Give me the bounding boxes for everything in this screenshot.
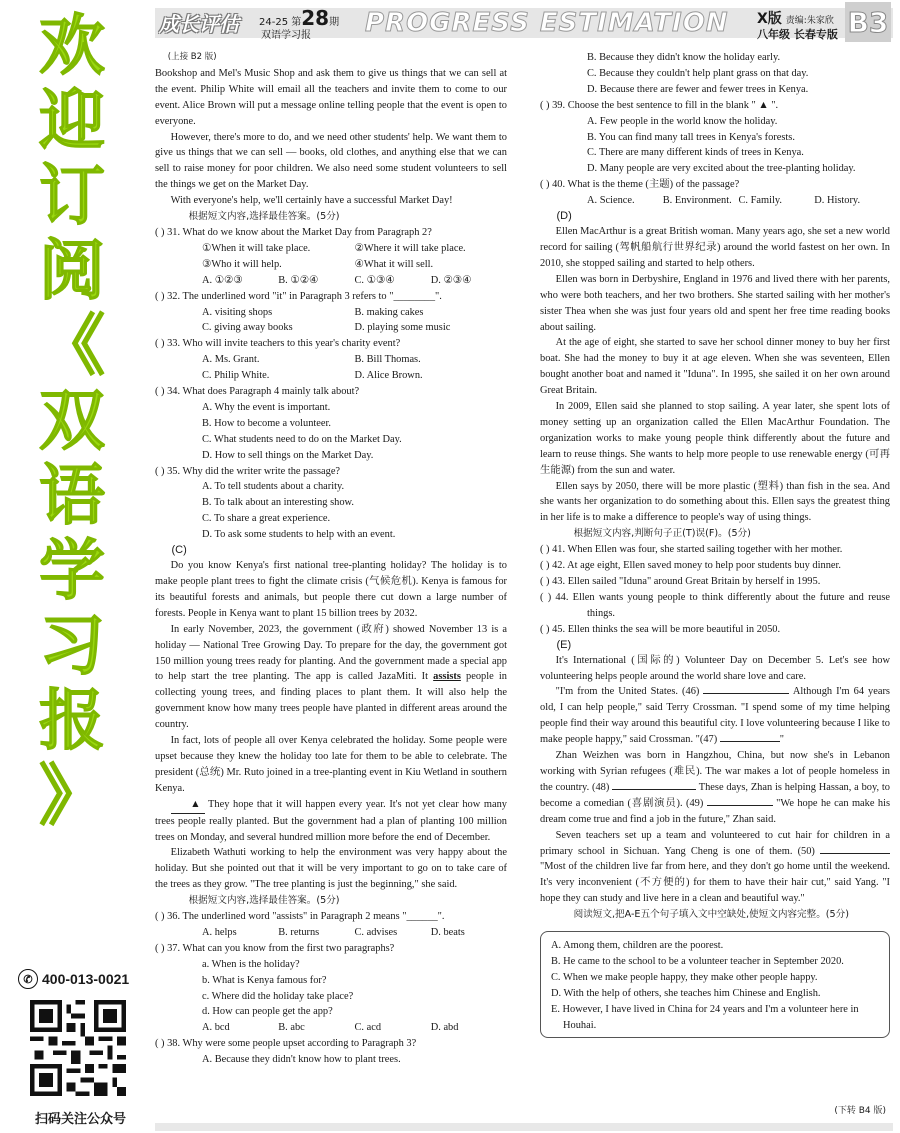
paragraph: In 2009, Ellen said she planned to stop sailing. A year later, she spent lots of money setting up an organization called the Ellen MacArthur Foundation. The organization works to make young people think differently about the future and learn to reuse things. She wants to help more people to use renewable energy (可再生能源) from the sun and water. (540, 401, 890, 476)
title-char: 报 (39, 682, 105, 759)
header-logo: 成长评估 (159, 12, 239, 36)
phone-line (18, 968, 143, 990)
question-45: ( ) 45. Ellen thinks the sea will be more beautiful in 2050. (540, 623, 781, 635)
option: A. visiting shops (202, 306, 273, 318)
issue-suffix: 期 (329, 17, 340, 28)
question-32: ( ) 32. The underlined word "it" in Paragraph 3 refers to "________". (155, 290, 442, 302)
section-heading-e: (E) (556, 638, 572, 651)
text: Seven teachers set up a team and volunteered to cut hair for children in a primary school in Sichuan. Yang Cheng is one of them. (50) (540, 829, 890, 857)
blank-50[interactable] (820, 853, 890, 854)
title-char: 《 (39, 307, 105, 384)
page-header (155, 2, 893, 42)
issue-year: 24-25 (259, 17, 289, 28)
bottom-bar (155, 1123, 893, 1131)
question-33: ( ) 33. Who will invite teachers to this year's charity event? (155, 338, 401, 350)
paragraph: With everyone's help, we'll certainly have a successful Market Day! (170, 195, 453, 207)
paragraph: Ellen MacArthur is a great British woman. Many years ago, she set a new world record for sailing (驾帆船航行世界纪录) around the world fastest on her own. In 2010, she stopped sailing and started to help others. (540, 226, 890, 269)
blank-marker: ▲ (171, 797, 205, 814)
option: A. Because they didn't know how to plant trees. (202, 1054, 401, 1066)
phone-number: 400-013-0021 (42, 971, 130, 987)
item: ④What it will sell. (354, 258, 434, 270)
option: B. returns (278, 926, 320, 938)
question-41: ( ) 41. When Ellen was four, she started sailing together with her mother. (540, 544, 843, 556)
title-char: 欢 (39, 7, 105, 84)
header-banner: PROGRESS ESTIMATION (365, 8, 729, 38)
question-38: ( ) 38. Why were some people upset according to Paragraph 3? (155, 1038, 417, 1050)
option: C. giving away books (202, 322, 293, 334)
text: "I'm from the United States. (46) (555, 686, 704, 698)
option: A. Few people in the world know the holiday. (587, 115, 778, 127)
text: They hope that it will happen every year. It's not yet clear how many trees people really planted. But the government had a plan of planting 100 million trees on Monday, and several hundred million more before the end of December. (155, 798, 507, 843)
option: C. Because they couldn't help plant grass on that day. (587, 67, 809, 79)
item: d. How can people get the app? (202, 1006, 333, 1018)
options-box (540, 931, 890, 1038)
option: D. Alice Brown. (354, 370, 423, 382)
qr-caption: 扫码关注公众号 (34, 1112, 126, 1127)
title-char: 阅 (39, 232, 105, 309)
paragraph: It's International (国际的) Volunteer Day on December 5. Let's see how volunteering helps people around the world share love and care. (540, 654, 890, 682)
version-line (757, 8, 834, 28)
blank-46[interactable] (703, 693, 789, 694)
paragraph: Ellen says by 2050, there will be more plastic (塑料) than fish in the sea. And she wants her organization to do something about this. Ellen says the greatest thing in her life is to make a difference to people's way of using things. (540, 480, 890, 524)
box-option: E. However, I have lived in China for 24 years and I'm a volunteer here in Houhai. (551, 1003, 859, 1031)
issue-number: 28 (301, 6, 330, 30)
option: C. Family. (738, 195, 782, 207)
question-42: ( ) 42. At age eight, Ellen saved money to help poor students buy dinner. (540, 560, 841, 572)
phone-icon: ✆ (18, 969, 38, 989)
item: c. Where did the holiday take place? (202, 990, 354, 1002)
question-44: ( ) 44. Ellen wants young people to think differently about the future and reuse things. (540, 591, 890, 619)
question-31: ( ) 31. What do we know about the Market Day from Paragraph 2? (155, 226, 432, 238)
continued-note: (上接 B2 版) (167, 52, 217, 62)
instruction: 根据短文内容,选择最佳答案。(5分) (188, 211, 340, 223)
option: C. There are many different kinds of trees in Kenya. (587, 147, 804, 159)
blank-48[interactable] (612, 789, 696, 790)
option: D. How to sell things on the Market Day. (202, 449, 374, 461)
qr-code[interactable] (30, 1000, 126, 1096)
title-char: 学 (39, 532, 105, 609)
option: D. playing some music (354, 322, 451, 334)
question-36-options (155, 925, 507, 941)
paper-name: 双语学习报 (261, 30, 311, 41)
option: A. helps (202, 926, 237, 938)
box-option: B. He came to the school to be a volunteer teacher in September 2020. (551, 955, 844, 967)
option: D. ②③④ (430, 274, 472, 286)
editor-label: 责编:朱家欣 (785, 16, 834, 26)
option: B. You can find many tall trees in Kenya's forests. (587, 131, 795, 143)
option: C. Philip White. (202, 370, 270, 382)
text: In early November, 2023, the government (政府) showed November 13 is a holiday — National Tree Growing Day. To prepare for the day, the government got 150 million young trees ready for planting. And the government made a special app to help start the tree planting. The app is called JazaMiti. It (155, 623, 507, 683)
paragraph (155, 622, 507, 733)
option: B. Environment. (662, 195, 732, 207)
paragraph: However, there's more to do, and we need other students' help. We want them to give us things that we can sell — books, old clothes, and anything else that we can sell to raise money for poor children. We also need some student volunteers to sell the things we get on the Market Day. (155, 131, 507, 191)
item: ③Who it will help. (202, 258, 282, 270)
option: B. Bill Thomas. (354, 354, 421, 366)
issue-prefix: 第 (291, 17, 302, 28)
option: C. advises (354, 926, 398, 938)
sidebar (0, 0, 150, 1133)
instruction: 根据短文内容,选择最佳答案。(5分) (188, 895, 340, 907)
text: "Most of the children live far from here, and they don't go home until the weekend. It's very inconvenient (不方便的) for them to have their hair cut," said Yang. "I hope they can study and live here in a clean and beautiful way." (540, 861, 890, 905)
option: A. Ms. Grant. (202, 354, 260, 366)
grade-label: 八年级 长春专版 (757, 28, 838, 41)
option: C. ①③④ (354, 274, 395, 286)
title-char: 双 (39, 382, 105, 459)
option: B. ①②④ (278, 274, 319, 286)
right-column (540, 50, 890, 1038)
left-column (155, 50, 507, 1068)
paragraph: At the age of eight, she started to save her school dinner money to buy her first boat. She had the money to buy it at age eleven. When she was seventeen, Ellen bought another boat and named it "Iduna". In 1995, she sailed it on her own around Great Britain. (540, 337, 890, 397)
item: ②Where it will take place. (354, 242, 466, 254)
item: a. When is the holiday? (202, 958, 300, 970)
question-36: ( ) 36. The underlined word "assists" in Paragraph 2 means "______". (155, 911, 445, 923)
paragraph (540, 684, 890, 748)
question-37: ( ) 37. What can you know from the first two paragraphs? (155, 942, 395, 954)
paragraph: In fact, lots of people all over Kenya celebrated the holiday. Some people were upset because they knew the holiday too late for them to be able to celebrate. The president (总统) Mr. Ruto joined in a tree-planting event in Kiu Wetland in southern Kenya. (155, 735, 507, 794)
question-37-options (155, 1020, 507, 1036)
box-option: C. When we make people happy, they make other people happy. (551, 971, 818, 983)
question-39: ( ) 39. Choose the best sentence to fill in the blank " ▲ ". (540, 99, 779, 111)
option: A. ①②③ (202, 274, 243, 286)
title-char: 迎 (39, 82, 105, 159)
paragraph (155, 797, 507, 846)
option: A. Why the event is important. (202, 401, 331, 413)
item: ①When it will take place. (202, 242, 311, 254)
underlined-word: assists (433, 671, 461, 683)
question-35: ( ) 35. Why did the writer write the passage? (155, 465, 341, 477)
version-label: X版 (757, 11, 782, 27)
question-43: ( ) 43. Ellen sailed "Iduna" around Great Britain by herself in 1995. (540, 576, 821, 587)
title-char: 语 (39, 457, 105, 534)
item: b. What is Kenya famous for? (202, 974, 327, 986)
option: B. making cakes (354, 306, 424, 318)
question-40-options (540, 193, 890, 209)
blank-47[interactable] (720, 741, 780, 742)
blank-49[interactable] (707, 805, 773, 806)
instruction: 根据短文内容,判断句子正(T)误(F)。(5分) (573, 528, 751, 540)
paragraph: Elizabeth Wathuti working to help the environment was very happy about the holiday. But she pointed out that it will be very important to go on to take care of the trees as they grow. "The tree planting is just the beginning," she said. (155, 847, 507, 891)
text: Zhan Weizhen was born in Hangzhou, China, but now she's in Lebanon working with Syrian refugees (难民). The war makes a lot of people homeless in the country. (48) (540, 750, 890, 793)
title-char: 习 (39, 607, 105, 684)
question-31-options (155, 273, 507, 289)
option: D. Many people are very excited about the tree-planting holiday. (587, 163, 856, 175)
option: D. beats (430, 926, 465, 938)
continued-footer: (下转 B4 版) (834, 1106, 886, 1116)
issue-info (259, 6, 340, 41)
text: Although I'm 64 years old, I can help people," said Terry Crossman. "I spend some of my time helping people find their way around this beautiful city. I love volunteering because I like to make people happy," said Crossman. "(47) (540, 686, 890, 746)
question-33-options (155, 352, 507, 384)
section-heading-d: (D) (556, 210, 572, 223)
option: D. History. (814, 195, 861, 207)
question-32-options (155, 305, 507, 337)
section-heading-c: (C) (171, 544, 187, 557)
question-40: ( ) 40. What is the theme (主题) of the passage? (540, 179, 740, 191)
paragraph: Do you know Kenya's first national tree-planting holiday? The holiday is to make people plant trees to fight the climate crisis (气候危机). Kenya is famous for its beautiful forests and animals, but people there cut down a large number of forests. People in Kenya want to plant 15 billion trees by 2032. (155, 560, 507, 619)
option: D. abd (430, 1022, 459, 1034)
subscribe-title (22, 8, 122, 833)
text: " (779, 734, 785, 746)
text: These days, Zhan is helping Hassan, a boy, to become a comedian (喜剧演员). (49) (540, 781, 890, 809)
paragraph (540, 828, 890, 908)
paragraph: Bookshop and Mel's Music Shop and ask them to give us things that we can sell at the event. Philip White will email all the teachers and invite them to come to our event. Alice Brown will put a message online telling people that the event is open to everyone. (155, 67, 507, 127)
option: C. acd (354, 1022, 382, 1034)
title-char: 订 (39, 157, 105, 234)
page-code: B3 (845, 2, 891, 42)
instruction: 阅读短文,把A-E五个句子填入文中空缺处,使短文内容完整。(5分) (573, 909, 849, 921)
option: D. To ask some students to help with an event. (202, 529, 396, 541)
option: B. How to become a volunteer. (202, 417, 331, 429)
box-option: D. With the help of others, she teaches him Chinese and English. (551, 987, 821, 999)
question-31-items (155, 241, 507, 273)
title-char: 》 (39, 757, 105, 834)
question-34: ( ) 34. What does Paragraph 4 mainly talk about? (155, 386, 360, 398)
option: B. Because they didn't know the holiday early. (587, 52, 781, 63)
text: people in collecting young trees, and finding places to plant them. It will also help the government know how many trees people have planted in different areas around the country. (155, 671, 507, 731)
option: A. To tell students about a charity. (202, 481, 345, 493)
paragraph (540, 748, 890, 828)
option: A. bcd (202, 1022, 230, 1034)
option: B. abc (278, 1022, 305, 1034)
option: C. What students need to do on the Market Day. (202, 433, 402, 445)
option: B. To talk about an interesting show. (202, 497, 354, 509)
option: D. Because there are fewer and fewer trees in Kenya. (587, 83, 809, 95)
paragraph: Ellen was born in Derbyshire, England in 1976 and lived there with her parents, who were both teachers, and her two brothers. She started sailing with her mother's sister Thea when she was just four years old and spent her free time reading books about sailing. (540, 273, 890, 333)
box-option: A. Among them, children are the poorest. (551, 940, 724, 952)
text: "We hope he can make his dream come true and find a job in the future," Zhan said. (540, 797, 890, 825)
option: A. Science. (587, 195, 635, 207)
option: C. To share a great experience. (202, 513, 331, 525)
